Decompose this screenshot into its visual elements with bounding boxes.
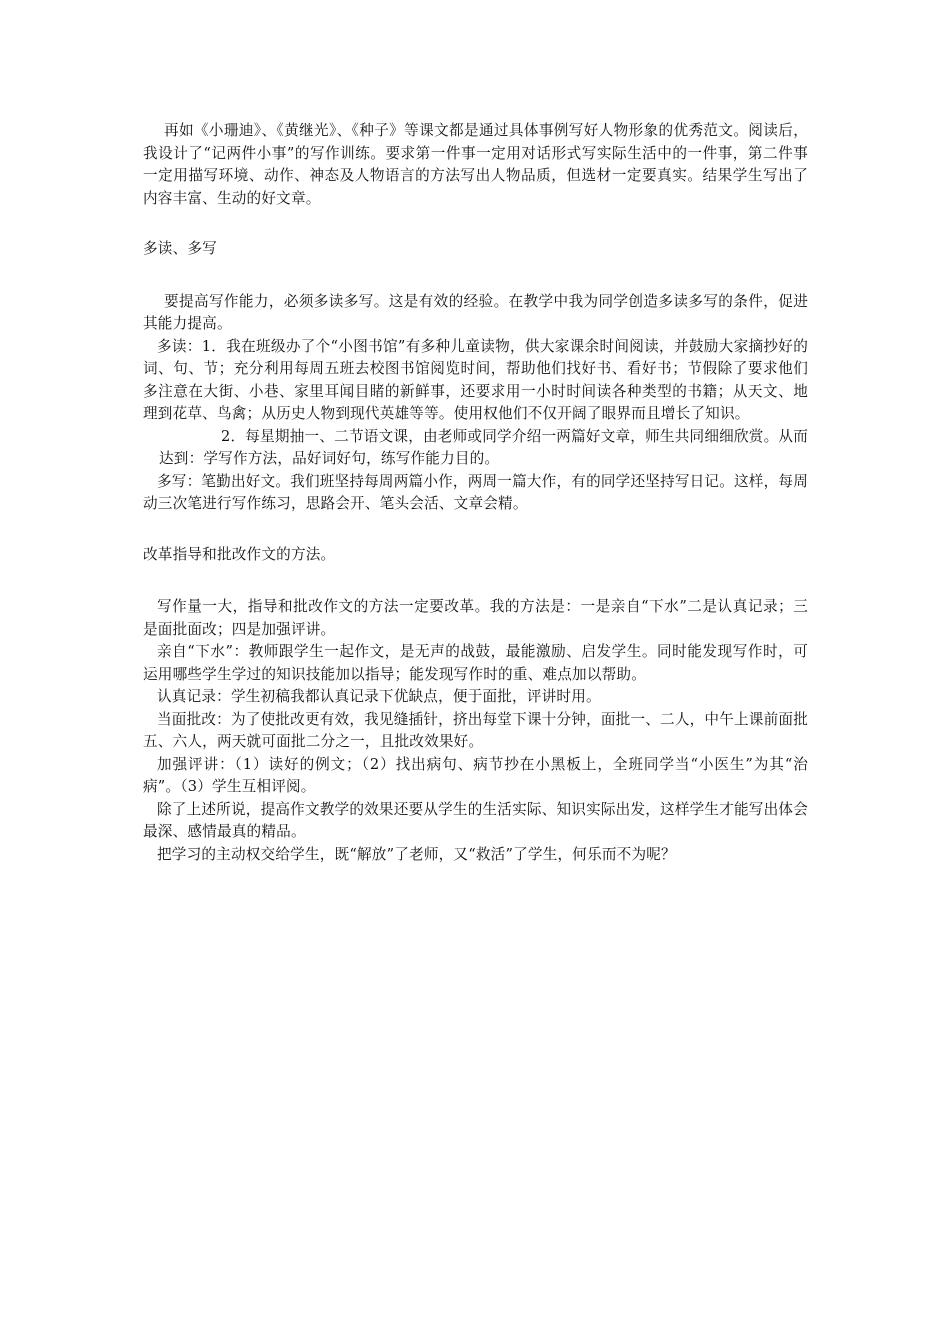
section2-paragraph: 亲自“下水”：教师跟学生一起作文，是无声的战鼓，最能激励、启发学生。同时能发现写作时，可运用哪些学生学过的知识技能加以指导；能发现写作时的重、难点加以帮助。	[143, 643, 808, 683]
spacer	[143, 261, 808, 291]
section-heading-reform: 改革指导和批改作文的方法。	[143, 545, 336, 563]
section1-paragraph-item2: 2．每星期抽一、二节语文课，由老师或同学介绍一两篇好文章，师生共同细细欣赏。从而达到：学写作方法，品好词好句，练写作能力目的。	[159, 427, 808, 467]
section2-paragraph: 写作量一大，指导和批改作文的方法一定要改革。我的方法是：一是亲自“下水”二是认真记录；三是面批面改；四是加强评讲。	[143, 598, 808, 638]
section1-paragraph-reading: 多读：1．我在班级办了个“小图书馆”有多种儿童读物，供大家课余时间阅读，并鼓励大家摘抄好的词、句、节；充分利用每周五班去校图书馆阅览时间，帮助他们找好书、看好书；节假除了要求他们多注意在大街、小巷、家里耳闻目睹的新鲜事，还要求用一小时时间读各种类型的书籍；从天文、地理到花草、鸟禽；从历史人物到现代英雄等等。使用权他们不仅开阔了眼界而且增长了知识。	[143, 337, 808, 422]
spacer	[143, 516, 808, 544]
section2-paragraph: 除了上述所说，提高作文教学的效果还要从学生的生活实际、知识实际出发，这样学生才能写出体会最深、感情最真的精品。	[143, 800, 808, 840]
spacer	[143, 210, 808, 238]
section-heading-reading-writing: 多读、多写	[143, 240, 217, 257]
section1-paragraph-writing: 多写：笔勤出好文。我们班坚持每周两篇小作，两周一篇大作，有的同学还坚持写日记。这样，每周动三次笔进行写作练习，思路会开、笔头会活、文章会精。	[143, 472, 808, 512]
section2-paragraph: 当面批改：为了使批改更有效，我见缝插针，挤出每堂下课十分钟，面批一、二人，中午上课前面批五、六人，两天就可面批二分之一，且批改效果好。	[143, 710, 808, 750]
section1-paragraph: 要提高写作能力，必须多读多写。这是有效的经验。在教学中我为同学创造多读多写的条件，促进其能力提高。	[143, 292, 808, 332]
section2-paragraph: 认真记录：学生初稿我都认真记录下优缺点，便于面批，评讲时用。	[157, 688, 601, 705]
section2-paragraph: 加强评讲：（1）读好的例文；（2）找出病句、病节抄在小黑板上，全班同学当“小医生”为其“治病”。（3）学生互相评阅。	[143, 755, 808, 795]
intro-paragraph: 再如《小珊迪》、《黄继光》、《种子》等课文都是通过具体事例写好人物形象的优秀范文。阅读后，我设计了“记两件小事”的写作训练。要求第一件事一定用对话形式写实际生活中的一件事，第二件事一定用描写环境、动作、神态及人物语言的方法写出人物品质，但选材一定要真实。结果学生写出了内容丰富、生动的好文章。	[143, 122, 808, 207]
document-body	[143, 120, 808, 866]
spacer	[143, 566, 808, 596]
section2-paragraph-closing: 把学习的主动权交给学生，既“解放”了老师，又“救活”了学生，何乐而不为呢？	[157, 845, 676, 863]
